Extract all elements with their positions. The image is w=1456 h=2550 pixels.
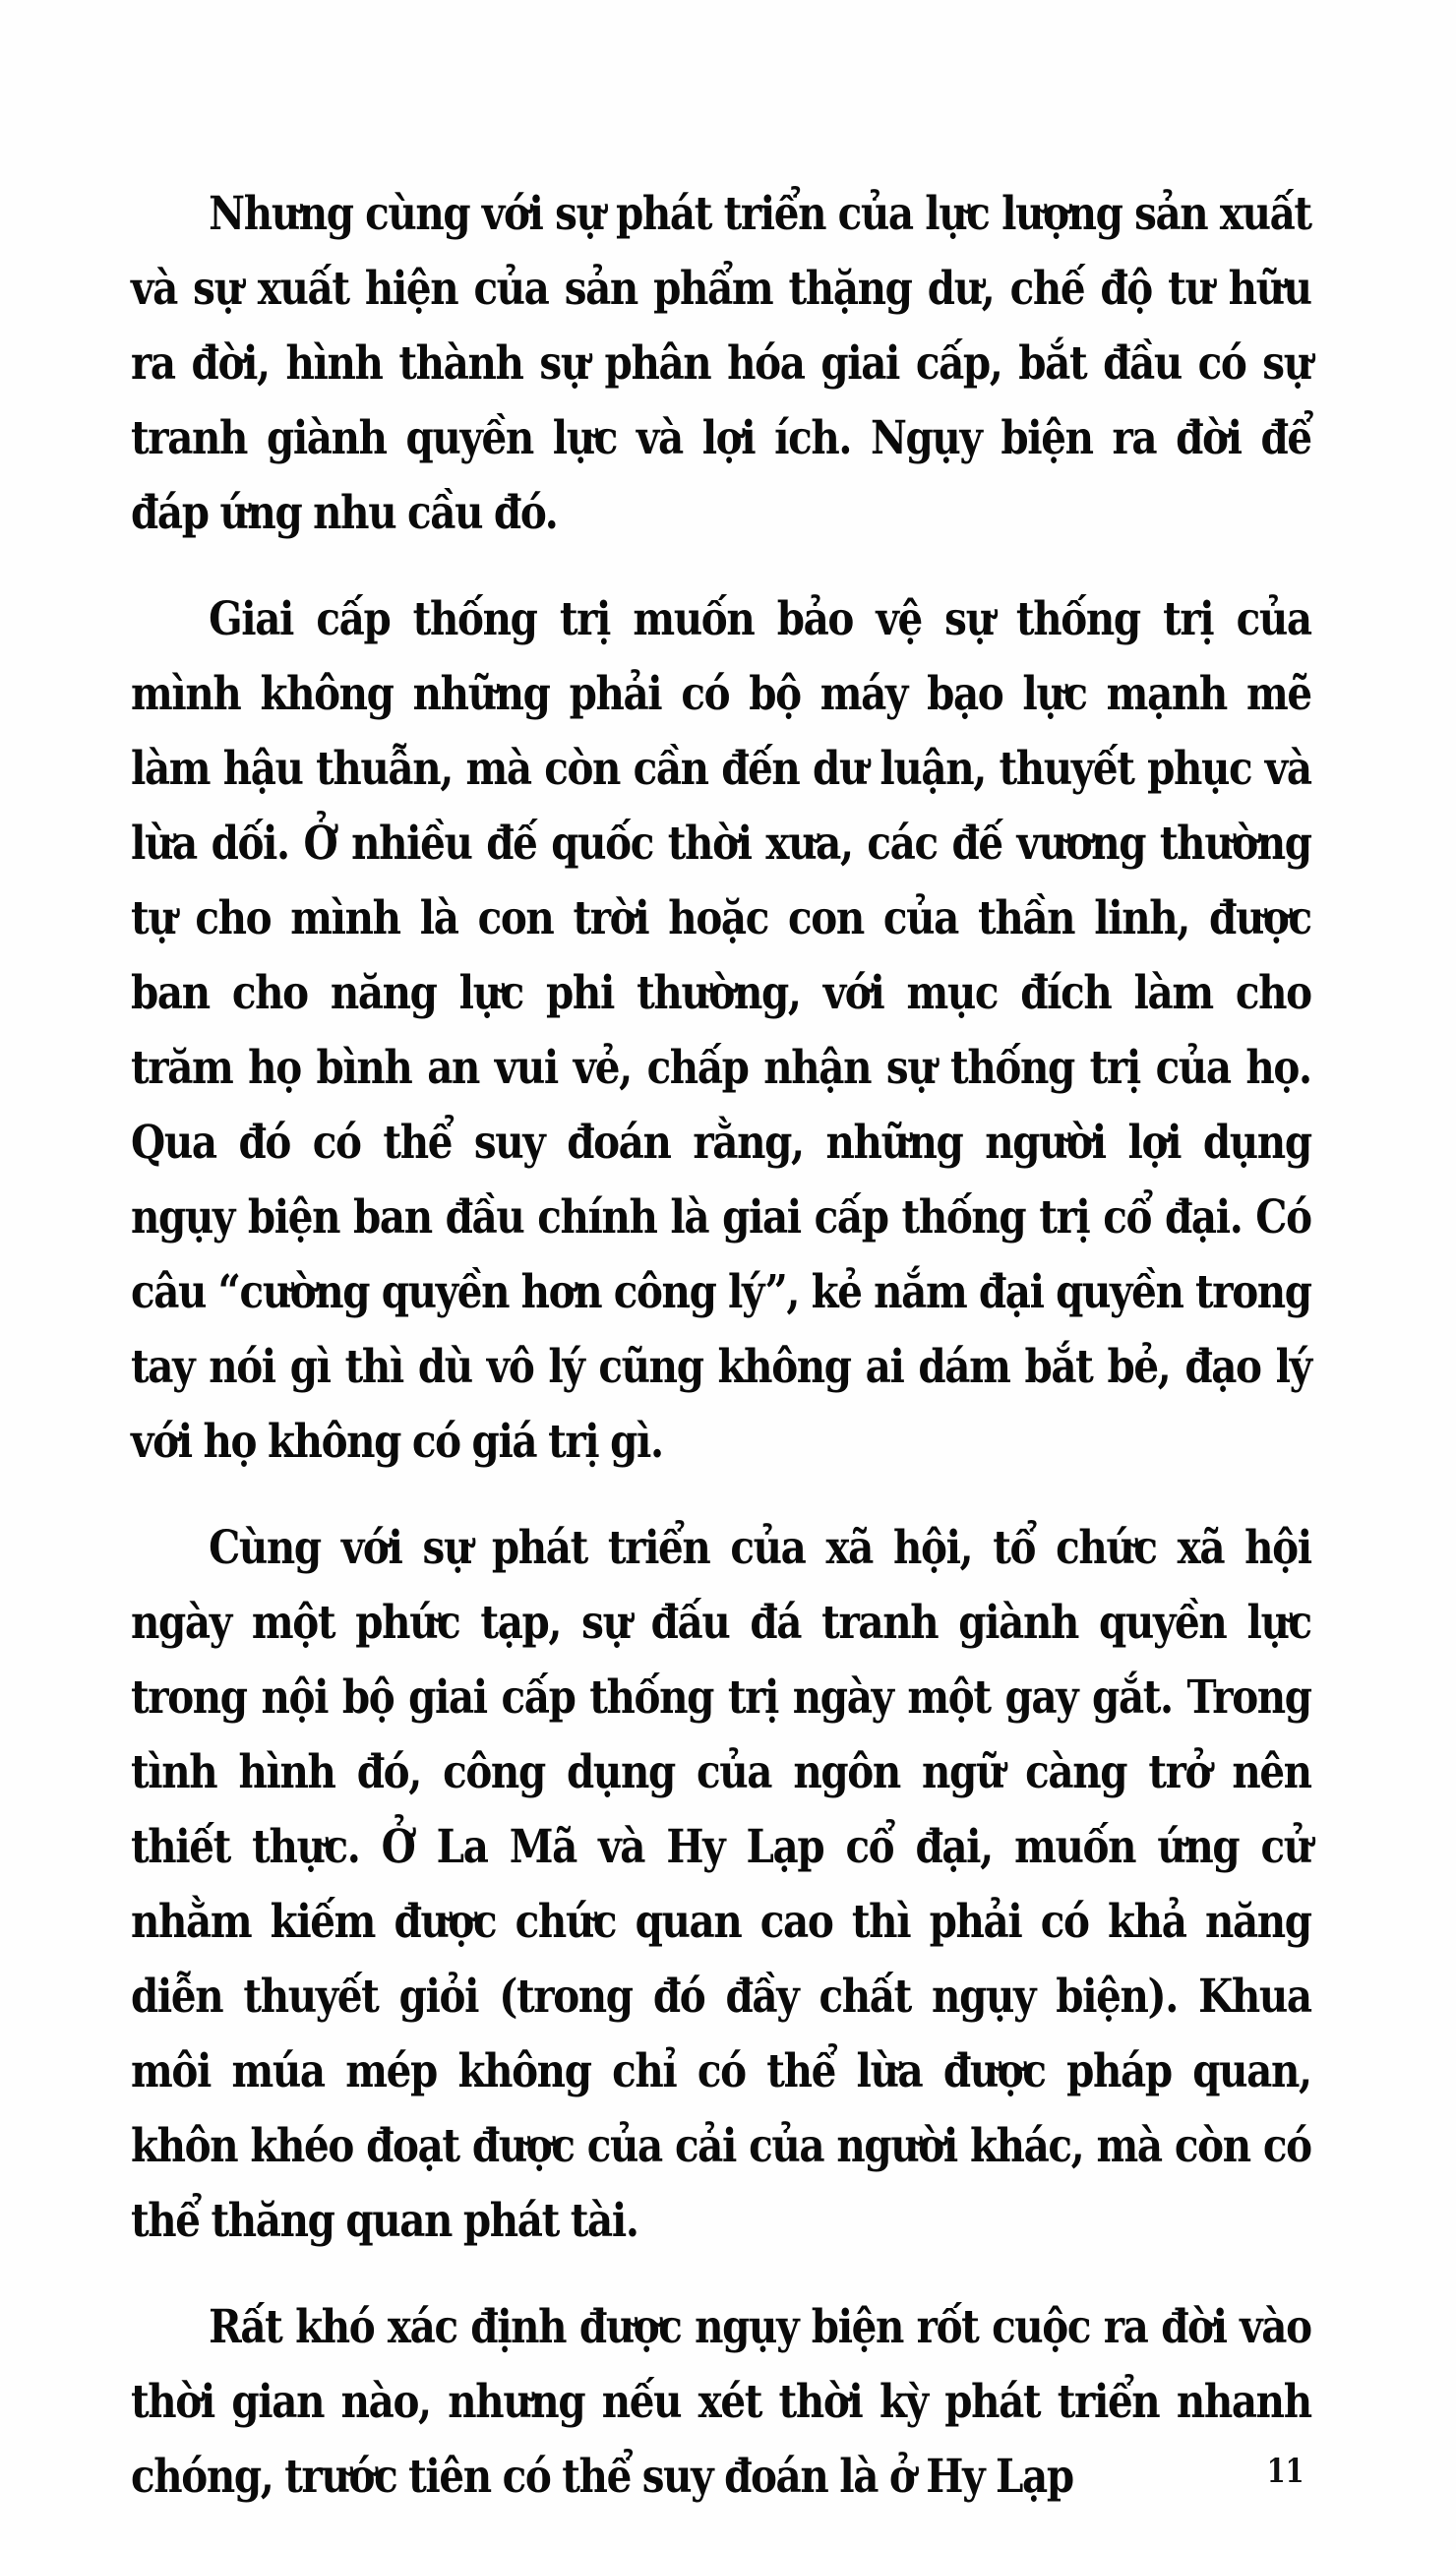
paragraph-4: Rất khó xác định được ngụy biện rốt cuộc ra đời vào thời gian nào, nhưng nếu xét thời kỳ phát triển nhanh chóng, trước tiên có thể suy đoán là ở Hy Lạp (131, 2300, 1311, 2504)
paragraph-3: Cùng với sự phát triển của xã hội, tổ chức xã hội ngày một phức tạp, sự đấu đá tranh giành quyền lực trong nội bộ giai cấp thống trị ngày một gay gắt. Trong tình hình đó, công dụng của ngôn ngữ càng trở nên thiết thực. Ở La Mã và Hy Lạp cổ đại, muốn ứng cử nhằm kiếm được chức quan cao thì phải có khả năng diễn thuyết giỏi (trong đó đầy chất ngụy biện). Khua môi múa mép không chỉ có thể lừa được pháp quan, khôn khéo đoạt được của cải của người khác, mà còn có thể thăng quan phát tài. (131, 1521, 1311, 2248)
page-number: 11 (1266, 2452, 1304, 2491)
paragraph-1: Nhưng cùng với sự phát triển của lực lượng sản xuất và sự xuất hiện của sản phẩm thặng dư, chế độ tư hữu ra đời, hình thành sự phân hóa giai cấp, bắt đầu có sự tranh giành quyền lực và lợi ích. Ngụy biện ra đời để đáp ứng nhu cầu đó. (131, 187, 1311, 540)
body-text (131, 177, 1311, 2546)
paragraph-2: Giai cấp thống trị muốn bảo vệ sự thống trị của mình không những phải có bộ máy bạo lực mạnh mẽ làm hậu thuẫn, mà còn cần đến dư luận, thuyết phục và lừa dối. Ở nhiều đế quốc thời xưa, các đế vương thường tự cho mình là con trời hoặc con của thần linh, được ban cho năng lực phi thường, với mục đích làm cho trăm họ bình an vui vẻ, chấp nhận sự thống trị của họ. Qua đó có thể suy đoán rằng, những người lợi dụng ngụy biện ban đầu chính là giai cấp thống trị cổ đại. Có câu “cường quyền hơn công lý”, kẻ nắm đại quyền trong tay nói gì thì dù vô lý cũng không ai dám bắt bẻ, đạo lý với họ không có giá trị gì. (131, 592, 1311, 1469)
